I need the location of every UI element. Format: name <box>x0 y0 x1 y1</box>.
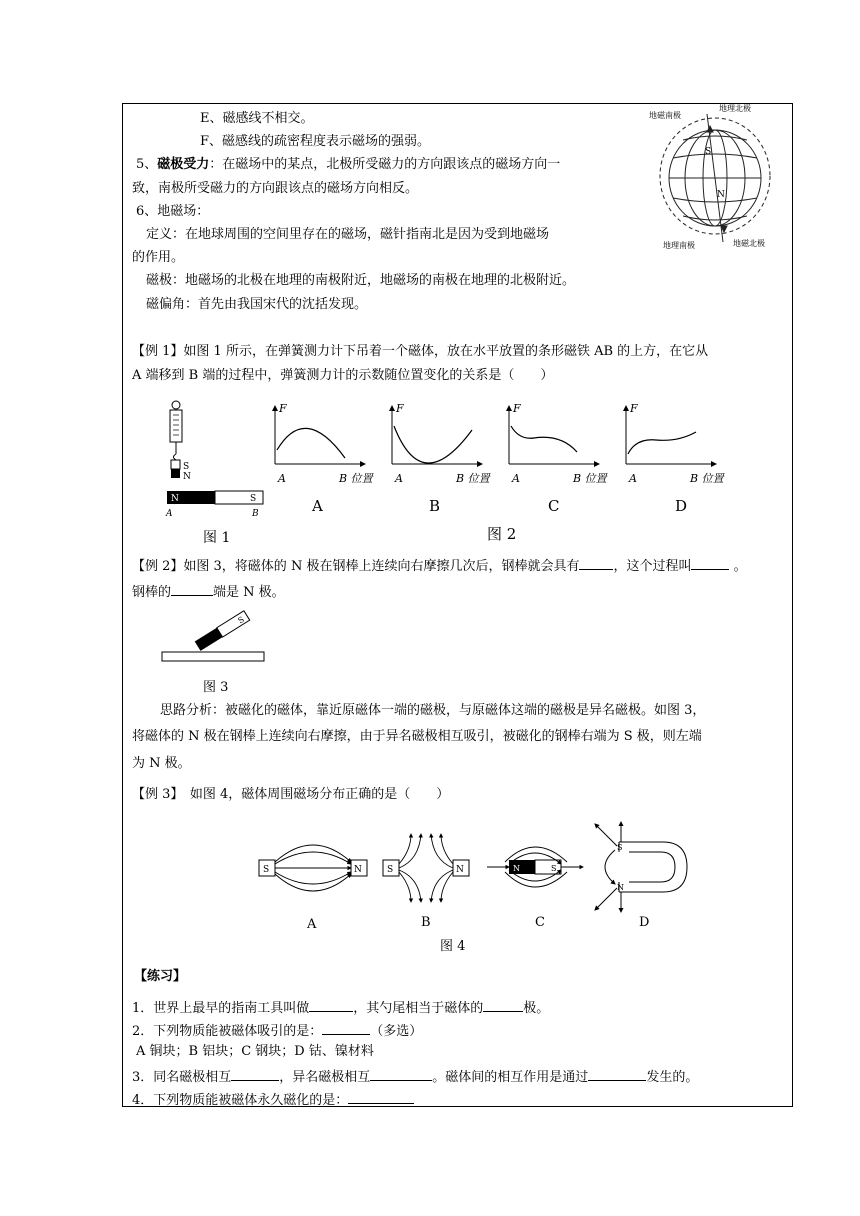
example-3-line: 【例 3】 如图 4，磁体周围磁场分布正确的是（ ） <box>132 787 450 802</box>
practice-title: 【练习】 <box>134 969 187 984</box>
svg-text:A: A <box>166 509 173 519</box>
svg-text:N: N <box>456 865 464 875</box>
field-option-b: B <box>421 915 431 930</box>
figure-3-rod-magnet <box>160 608 270 668</box>
geomagnetic-pole: 磁极：地磁场的北极在地理的南极附近，地磁场的南极在地理的北极附近。 <box>146 273 576 288</box>
svg-text:S: S <box>617 843 623 852</box>
practice-q1: 1．世界上最早的指南工具叫做 ，其勺尾相当于磁体的 极。 <box>132 997 549 1018</box>
figure-2-caption: 图 2 <box>487 525 517 543</box>
analysis-line2: 将磁体的 N 极在钢棒上连续向右摩擦，由于异名磁极相互吸引，被磁化的钢棒右端为 S 极，则左端 <box>132 729 702 744</box>
geomagnetic-definition-2: 的作用。 <box>132 250 185 265</box>
svg-text:N: N <box>617 883 624 892</box>
mag-south-label: 地磁南极 <box>649 111 681 120</box>
svg-text:B 位置: B 位置 <box>339 472 373 485</box>
item-5-line2: 致，南极所受磁力的方向跟该点的磁场方向相反。 <box>132 181 419 196</box>
svg-text:B 位置: B 位置 <box>690 472 724 485</box>
svg-text:B 位置: B 位置 <box>456 472 490 485</box>
figure-2-graphs <box>265 398 745 518</box>
field-option-a: A <box>307 917 317 932</box>
svg-text:A: A <box>512 472 520 485</box>
practice-q3: 3．同名磁极相互 ，异名磁极相互 。磁体间的相互作用是通过 发生的。 <box>132 1066 698 1087</box>
item-f: F、磁感线的疏密程度表示磁场的强弱。 <box>200 134 431 149</box>
globe-n-label: N <box>717 190 725 200</box>
svg-text:B 位置: B 位置 <box>573 472 607 485</box>
practice-q2: 2．下列物质能被磁体吸引的是： （多选） <box>132 1020 422 1041</box>
item-e: E、磁感线不相交。 <box>200 111 314 126</box>
graph-option-d: D <box>675 497 688 515</box>
answer-blank[interactable] <box>171 581 213 596</box>
figure-3-caption: 图 3 <box>203 680 229 695</box>
item-5-line1: 5、磁极受力：在磁场中的某点，北极所受磁力的方向跟该点的磁场方向一 <box>136 157 561 172</box>
magnetic-declination: 磁偏角：首先由我国宋代的沈括发现。 <box>146 297 368 312</box>
field-option-d: D <box>639 915 650 930</box>
practice-q2-options: A 铜块；B 铝块；C 钢块；D 钴、镍材料 <box>136 1044 374 1059</box>
svg-text:N: N <box>171 494 179 504</box>
svg-text:A: A <box>629 472 637 485</box>
earth-magnetic-field-figure <box>645 102 783 252</box>
practice-q4: 4．下列物质能被磁体永久磁化的是： <box>132 1089 414 1110</box>
svg-text:F: F <box>630 402 638 415</box>
item-6: 6、地磁场： <box>136 204 210 219</box>
svg-text:F: F <box>279 402 287 415</box>
figure-1-caption: 图 1 <box>203 530 231 546</box>
field-option-c: C <box>535 915 545 930</box>
answer-blank[interactable] <box>691 555 729 570</box>
answer-blank[interactable] <box>322 1020 370 1035</box>
globe-s-label: S <box>705 147 712 157</box>
svg-text:N: N <box>183 472 191 482</box>
analysis-line1: 思路分析：被磁化的磁体，靠近原磁体一端的磁极，与原磁体这端的磁极是异名磁极。如图 3， <box>160 703 706 718</box>
worksheet-frame <box>122 103 793 1107</box>
svg-text:A: A <box>395 472 403 485</box>
example-2-line2: 钢棒的 端是 N 极。 <box>132 581 285 602</box>
svg-text:A: A <box>278 472 286 485</box>
answer-blank[interactable] <box>348 1089 414 1104</box>
svg-text:N: N <box>354 865 362 875</box>
svg-text:S: S <box>263 865 270 875</box>
answer-blank[interactable] <box>309 997 353 1012</box>
svg-text:F: F <box>513 402 521 415</box>
figure-1-spring-scale <box>160 398 270 520</box>
svg-text:B: B <box>252 509 259 519</box>
answer-blank[interactable] <box>579 555 613 570</box>
svg-text:S: S <box>387 865 394 875</box>
example-1-line1: 【例 1】如图 1 所示，在弹簧测力计下吊着一个磁体，放在水平放置的条形磁铁 AB 的上方，在它从 <box>132 344 709 359</box>
example-1-line2: A 端移到 B 端的过程中，弹簧测力计的示数随位置变化的关系是（ ） <box>132 368 554 383</box>
answer-blank[interactable] <box>231 1066 279 1081</box>
graph-option-c: C <box>548 497 560 515</box>
answer-blank[interactable] <box>370 1066 432 1081</box>
svg-text:S: S <box>236 614 246 626</box>
term-pole-force: 磁极受力 <box>157 157 210 172</box>
geo-north-label: 地理北极 <box>719 104 751 113</box>
svg-text:S: S <box>551 864 557 873</box>
svg-text:F: F <box>396 402 404 415</box>
geomagnetic-definition-1: 定义：在地球周围的空间里存在的磁场，磁针指南北是因为受到地磁场 <box>146 227 550 242</box>
analysis-line3: 为 N 极。 <box>132 756 191 771</box>
svg-text:N: N <box>513 864 520 873</box>
answer-blank[interactable] <box>588 1066 646 1081</box>
svg-text:S: S <box>250 494 257 504</box>
answer-blank[interactable] <box>483 997 523 1012</box>
svg-text:S: S <box>183 462 190 472</box>
example-2-line1: 【例 2】如图 3，将磁体的 N 极在钢棒上连续向右摩擦几次后，钢棒就会具有 ，这个过程叫 。 <box>132 555 747 576</box>
graph-option-b: B <box>429 497 441 515</box>
graph-option-a: A <box>312 497 323 515</box>
figure-4-field-diagrams <box>255 820 695 935</box>
mag-north-label: 地磁北极 <box>733 239 765 248</box>
figure-4-caption: 图 4 <box>440 939 466 954</box>
geo-south-label: 地理南极 <box>663 241 695 250</box>
